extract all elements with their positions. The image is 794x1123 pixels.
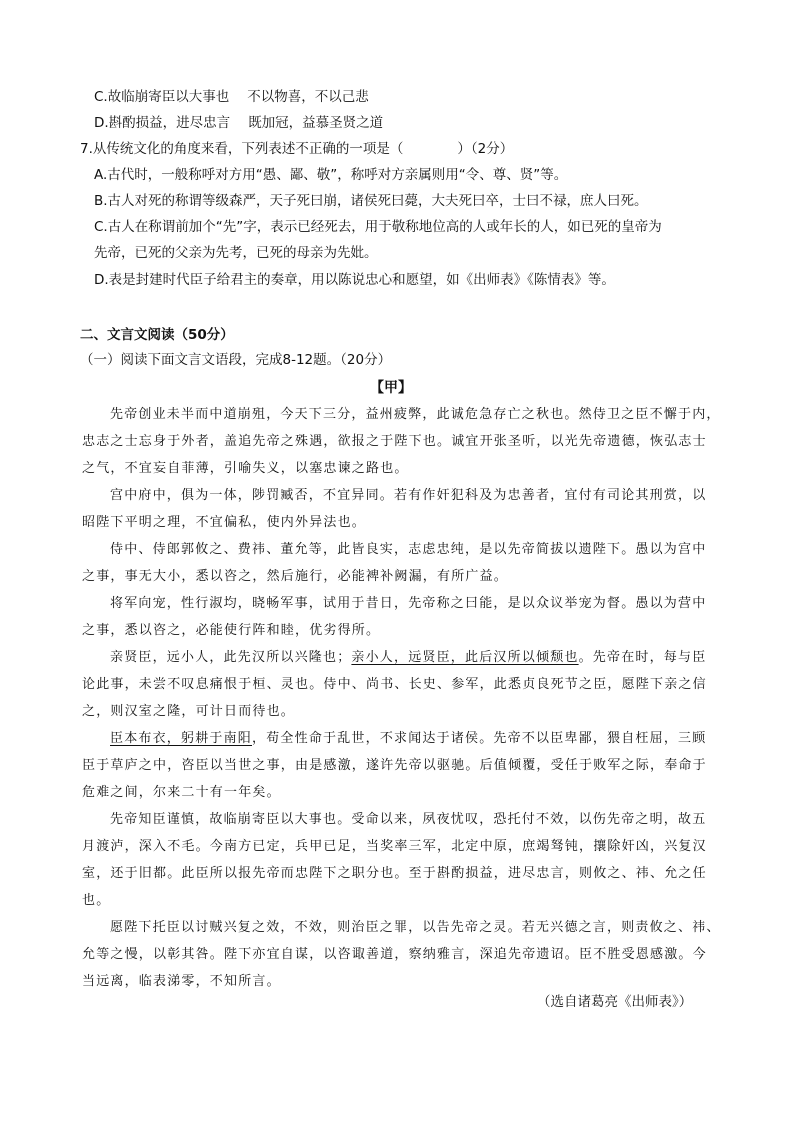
passage-p8-line3: 当远离，临表涕零，不知所言。 <box>82 974 281 989</box>
passage-p4-line1: 将军向宠，性行淑均，晓畅军事，试用于昔日，先帝称之曰能，是以众议举宠为督。愚以为营中 <box>110 596 707 611</box>
passage-p6-line1 <box>110 729 706 749</box>
passage-p6-line2: 臣于草庐之中，咨臣以当世之事，由是感激，遂许先帝以驱驰。后值倾覆，受任于败军之际，奉命于 <box>82 758 707 773</box>
q6-option-c-left: C.故临崩寄臣以大事也 <box>94 89 230 105</box>
passage-p6-line3: 危难之间，尔来二十有一年矣。 <box>82 785 281 800</box>
passage-p3-line1: 侍中、侍郎郭攸之、费祎、董允等，此皆良实，志虑忠纯，是以先帝简拔以遗陛下。愚以为宫中 <box>110 542 707 557</box>
passage-p5-start: 亲贤臣，远小人，此先汉所以兴隆也； <box>110 650 352 665</box>
section-subheading: （一）阅读下面文言文语段，完成8-12题。（20分） <box>80 352 392 368</box>
q6-option-c <box>94 87 369 107</box>
q6-option-d-right: 既加冠，益慕圣贤之道 <box>248 115 384 131</box>
passage-p6-end: ，苟全性命于乱世，不求闻达于诸侯。先帝不以臣卑鄙，猥自枉屈，三顾 <box>252 731 707 746</box>
q7-option-c-line2: 先帝，已死的父亲为先考，已死的母亲为先妣。 <box>94 245 378 261</box>
passage-p1-line3: 之气，不宜妄自菲薄，引喻失义，以塞忠谏之路也。 <box>82 461 409 476</box>
passage-p2-line1: 宫中府中，俱为一体，陟罚臧否，不宜异同。若有作奸犯科及为忠善者，宜付有司论其刑赏，以 <box>110 488 707 503</box>
passage-p7-line2: 月渡泸，深入不毛。今南方已定，兵甲已足，当奖率三军，北定中原，庶竭驽钝，攘除奸凶，兴复汉 <box>82 839 707 854</box>
passage-p5-end: 。先帝在时，每与臣 <box>578 650 707 665</box>
passage-source: （选自诸葛亮《出师表》） <box>537 994 693 1010</box>
passage-p2-line2: 昭陛下平明之理，不宜偏私，使内外异法也。 <box>82 515 367 530</box>
passage-p3-line2: 之事，事无大小，悉以咨之，然后施行，必能裨补阙漏，有所广益。 <box>82 569 509 584</box>
passage-p7-line4: 也。 <box>82 893 111 908</box>
passage-title: 【甲】 <box>370 380 412 396</box>
q7-option-d: D.表是封建时代臣子给君主的奏章，用以陈说忠心和愿望，如《出师表》《陈情表》等。 <box>94 272 615 288</box>
passage-p8-line1: 愿陛下托臣以讨贼兴复之效，不效，则治臣之罪，以告先帝之灵。若无兴德之言，则责攸之、祎、 <box>110 920 721 935</box>
underlined-sentence: 亲小人，远贤臣，此后汉所以倾颓也 <box>351 650 579 665</box>
q7-stem: 7.从传统文化的角度来看，下列表述不正确的一项是（ ）（2分） <box>80 141 514 157</box>
q7-option-a: A.古代时，一般称呼对方用“愚、鄙、敬”，称呼对方亲属则用“令、尊、贤”等。 <box>94 167 568 183</box>
passage-p4-line2: 之事，悉以咨之，必能使行阵和睦，优劣得所。 <box>82 623 381 638</box>
q6-option-c-right: 不以物喜，不以己悲 <box>247 89 369 105</box>
passage-p5-line1 <box>110 648 706 668</box>
q7-option-b: B.古人对死的称谓等级森严，天子死曰崩，诸侯死曰薨，大夫死曰卒，士曰不禄，庶人曰死。 <box>94 193 648 209</box>
underlined-sentence: 臣本布衣，躬耕于南阳 <box>110 731 253 746</box>
passage-p5-line2: 论此事，未尝不叹息痛恨于桓、灵也。侍中、尚书、长史、参军，此悉贞良死节之臣，愿陛下亲之信 <box>82 677 707 692</box>
passage-p7-line1: 先帝知臣谨慎，故临崩寄臣以大事也。受命以来，夙夜忧叹，恐托付不效，以伤先帝之明，故五 <box>110 812 707 827</box>
passage-p8-line2: 允等之慢，以彰其咎。陛下亦宜自谋，以咨诹善道，察纳雅言，深追先帝遗诏。臣不胜受恩感激。今 <box>82 947 707 962</box>
passage-p1-line1: 先帝创业未半而中道崩殂，今天下三分，益州疲弊，此诚危急存亡之秋也。然侍卫之臣不懈于内， <box>110 407 721 422</box>
q6-option-d-left: D.斟酌损益，进尽忠言 <box>94 115 231 131</box>
q6-option-d <box>94 113 383 133</box>
passage-p5-line3: 之，则汉室之隆，可计日而待也。 <box>82 704 296 719</box>
q7-option-c-line1: C.古人在称谓前加个“先”字，表示已经死去，用于敬称地位高的人或年长的人，如已死的皇帝为 <box>94 219 662 235</box>
passage-p1-line2: 忠志之士忘身于外者，盖追先帝之殊遇，欲报之于陛下也。诚宜开张圣听，以光先帝遗德，恢弘志士 <box>82 434 707 449</box>
section-heading: 二、文言文阅读（50分） <box>80 327 234 343</box>
passage-p7-line3: 室，还于旧都。此臣所以报先帝而忠陛下之职分也。至于斟酌损益，进尽忠言，则攸之、祎、允之任 <box>82 866 707 881</box>
